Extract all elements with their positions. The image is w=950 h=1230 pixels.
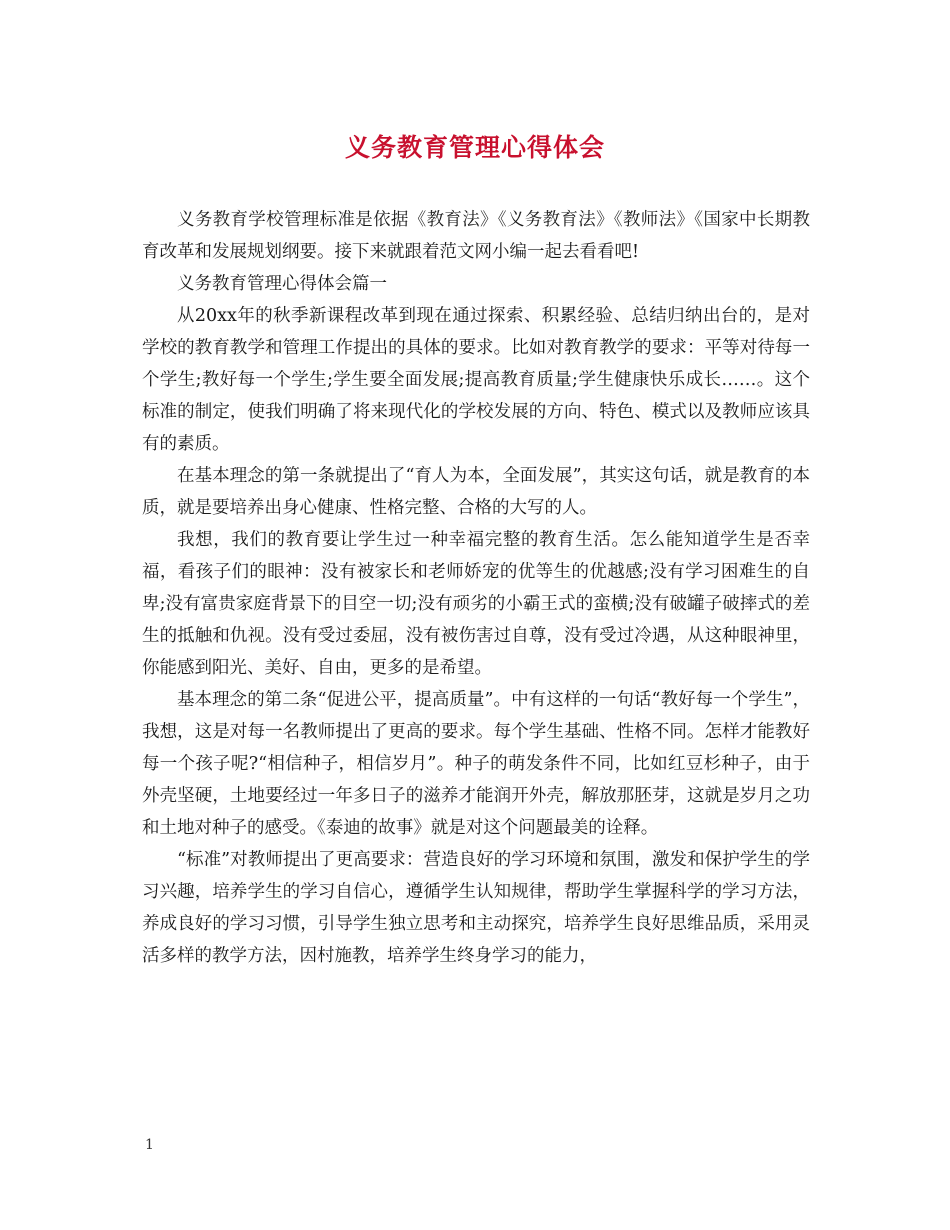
page-number: 1 [145,1137,154,1153]
intro-paragraph: 义务教育学校管理标准是依据《教育法》《义务教育法》《教师法》《国家中长期教育改革和发展规划纲要。接下来就跟着范文网小编一起去看看吧! [142,210,810,262]
body-paragraph: 我想，我们的教育要让学生过一种幸福完整的教育生活。怎么能知道学生是否幸福，看孩子们的眼神：没有被家长和老师娇宠的优等生的优越感;没有学习困难生的自卑;没有富贵家庭背景下的目空一切;没有顽劣的小霸王式的蛮横;没有破罐子破摔式的差生的抵触和仇视。没有受过委屈，没有被伤害过自尊，没有受过冷遇，从这种眼神里，你能感到阳光、美好、自由，更多的是希望。 [142,530,810,678]
body-paragraph: 在基本理念的第一条就提出了“育人为本，全面发展”，其实这句话，就是教育的本质，就是要培养出身心健康、性格完整、合格的大写的人。 [142,466,810,518]
body-paragraph: 基本理念的第二条“促进公平，提高质量”。中有这样的一句话“教好每一个学生”，我想，这是对每一名教师提出了更高的要求。每个学生基础、性格不同。怎样才能教好每一个孩子呢?“相信种子，相信岁月”。种子的萌发条件不同，比如红豆杉种子，由于外壳坚硬，土地要经过一年多日子的滋养才能润开外壳，解放那胚芽，这就是岁月之功和土地对种子的感受。《泰迪的故事》就是对这个问题最美的诠释。 [142,690,810,838]
body-paragraph: 从20xx年的秋季新课程改革到现在通过探索、积累经验、总结归纳出台的，是对学校的教育教学和管理工作提出的具体的要求。比如对教育教学的要求：平等对待每一个学生;教好每一个学生;学生要全面发展;提高教育质量;学生健康快乐成长……。这个标准的制定，使我们明确了将来现代化的学校发展的方向、特色、模式以及教师应该具有的素质。 [142,306,810,454]
document-body [142,204,810,972]
body-paragraph: “标准”对教师提出了更高要求：营造良好的学习环境和氛围，激发和保护学生的学习兴趣，培养学生的学习自信心，遵循学生认知规律，帮助学生掌握科学的学习方法，养成良好的学习习惯，引导学生独立思考和主动探究，培养学生良好思维品质，采用灵活多样的教学方法，因村施教，培养学生终身学习的能力， [142,850,810,966]
document-title: 义务教育管理心得体会 [344,133,605,162]
section-heading: 义务教育管理心得体会篇一 [177,274,387,294]
